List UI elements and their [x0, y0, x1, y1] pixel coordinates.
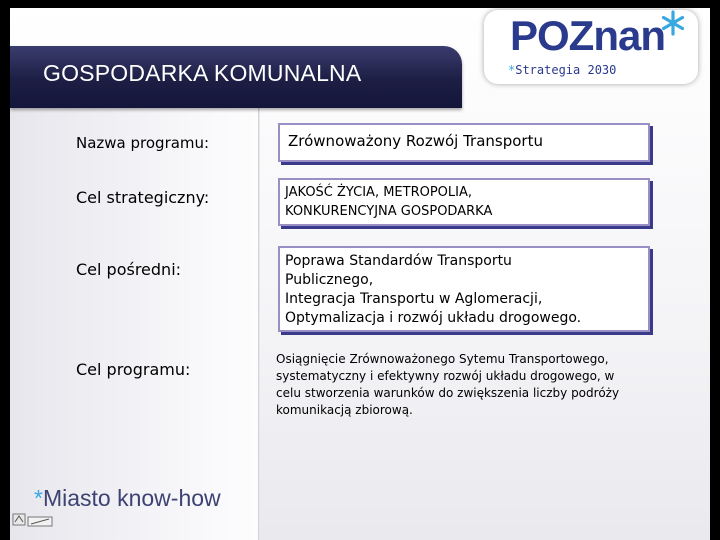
intermediate-goal-label: Cel pośredni: [76, 260, 182, 279]
program-name-value: Zrównoważony Rozwój Transportu [288, 132, 543, 150]
program-name-box [278, 123, 650, 162]
program-goal-line-2: systematyczny i efektywny rozwój układu drogowego, w [276, 369, 615, 383]
intermediate-goal-line-3: Integracja Transportu w Aglomeracji, [285, 291, 543, 307]
poznan-logo [484, 10, 698, 84]
slide [10, 8, 710, 540]
strategic-goal-line-1: JAKOŚĆ ŻYCIA, METROPOLIA, [285, 185, 473, 200]
intermediate-goal-line-4: Optymalizacja i rozwój układu drogowego. [285, 310, 582, 326]
strategic-goal-label: Cel strategiczny: [76, 188, 210, 207]
miasto-know-how-tagline [34, 485, 221, 512]
panel-divider [258, 76, 260, 540]
asterisk-star-icon [660, 10, 686, 36]
strategic-goal-box [278, 178, 650, 226]
program-goal-text [276, 351, 646, 419]
intermediate-goal-box [278, 246, 650, 332]
tagline-text: Miasto know-how [42, 485, 221, 511]
program-goal-line-3: celu stworzenia warunków do zwiększenia liczby podróży [276, 386, 620, 400]
intermediate-goal-line-2: Publicznego, [285, 272, 374, 288]
slide-nav-icon[interactable] [12, 512, 54, 528]
program-name-label: Nazwa programu: [76, 134, 210, 152]
strategic-goal-line-2: KONKURENCYJNA GOSPODARKA [285, 204, 493, 219]
logo-subtitle [508, 63, 616, 77]
program-goal-label: Cel programu: [76, 360, 191, 379]
logo-wordmark: POZnan [510, 12, 666, 59]
intermediate-goal-line-1: Poprawa Standardów Transportu [285, 253, 512, 269]
tagline-star: * [34, 485, 43, 511]
logo-subtitle-text: Strategia 2030 [515, 63, 617, 77]
program-goal-line-4: komunikacją zbiorową. [276, 403, 413, 417]
logo-subtitle-star: * [508, 63, 516, 77]
program-goal-line-1: Osiągnięcie Zrównoważonego Sytemu Transportowego, [276, 352, 609, 366]
page-title: GOSPODARKA KOMUNALNA [43, 60, 362, 86]
